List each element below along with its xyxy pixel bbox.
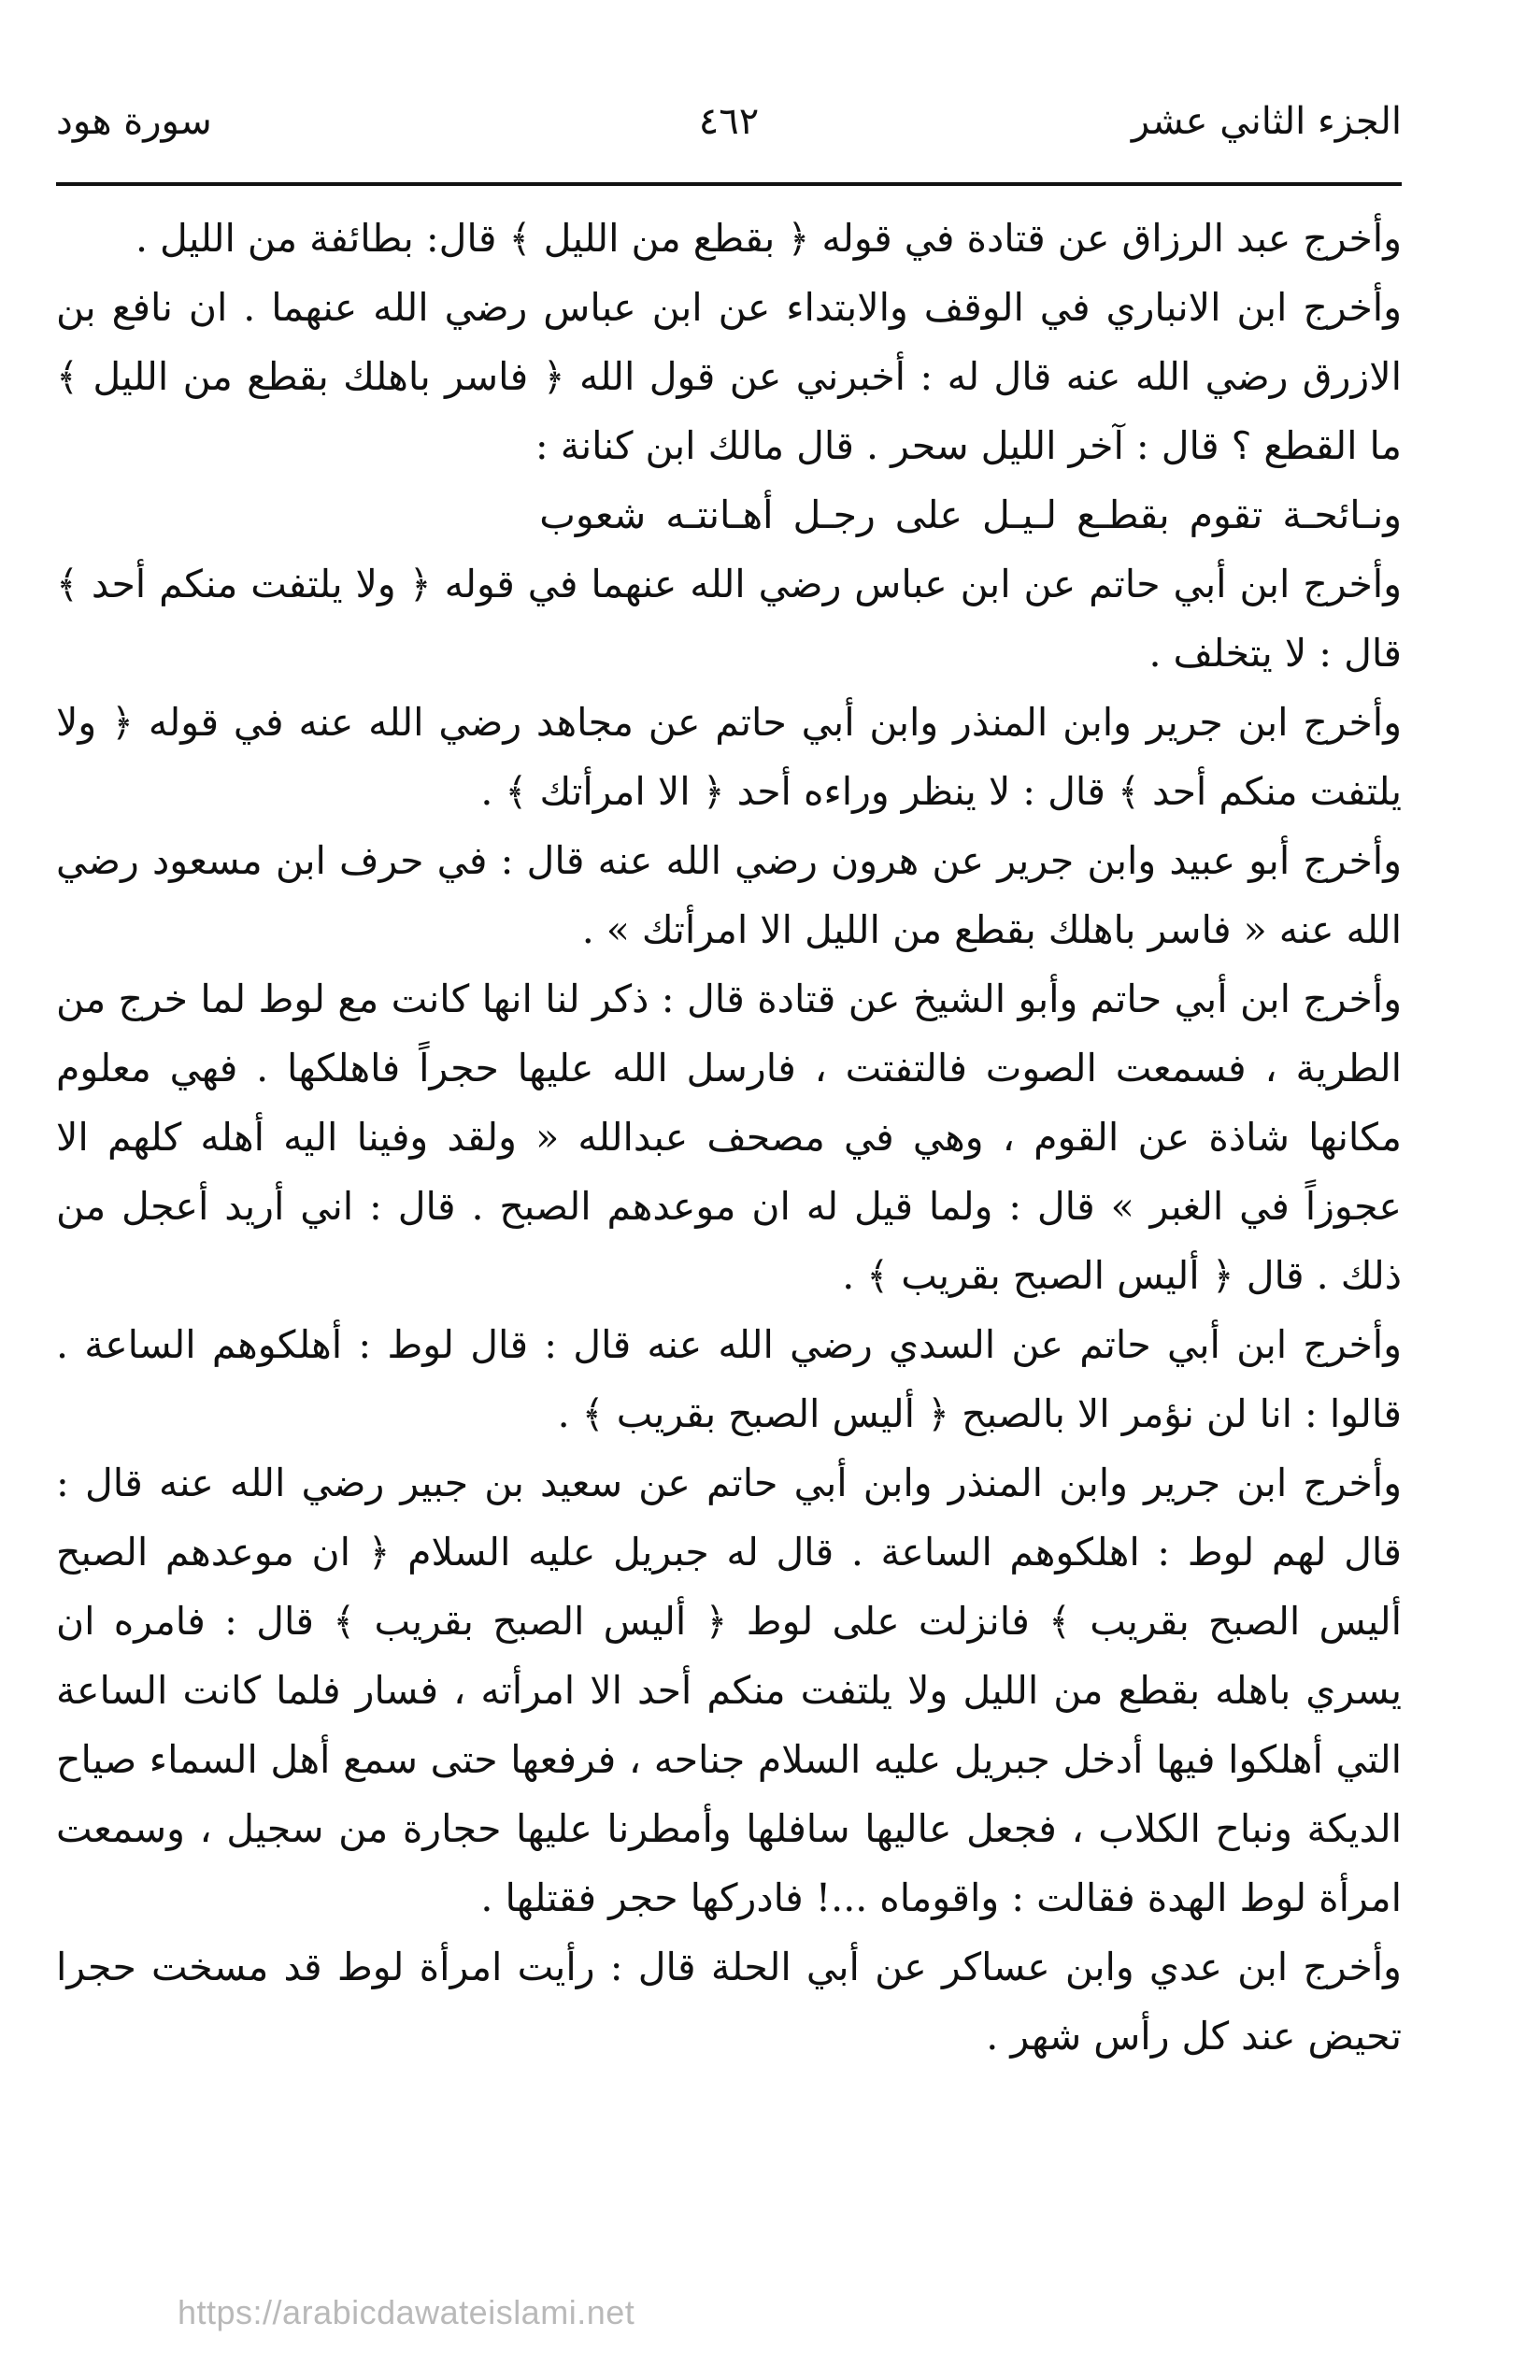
paragraph: وأخرج ابن عدي وابن عساكر عن أبي الحلة قال : رأيت امرأة لوط قد مسخت حجرا تحيض عند كل رأس شهر . <box>56 1945 1402 2059</box>
paragraph: وأخرج ابن جرير وابن المنذر وابن أبي حاتم عن سعيد بن جبير رضي الله عنه قال : قال لهم لوط : اهلكوهم الساعة . قال له جبريل عليه السلام ﴿ ان موعدهم الصبح أليس الصبح بقريب ﴾ فانزلت على لوط ﴿ أليس الصبح بقريب ﴾ قال : فامره ان يسري باهله بقطع من الليل ولا يلتفت منكم أحد الا امرأته ، فسار فلما كانت الساعة التي أهلكوا فيها أدخل جبريل عليه السلام جناحه ، فرفعها حتى سمع أهل السماء صياح الديكة ونباح الكلاب ، فجعل عاليها سافلها وأمطرنا عليها حجارة من سجيل ، وسمعت امرأة لوط الهدة فقالت : واقوماه ...! فادركها حجر فقتلها . <box>56 1461 1402 1920</box>
paragraph: وأخرج ابن أبي حاتم عن السدي رضي الله عنه قال : قال لوط : أهلكوهم الساعة . قالوا : انا لن نؤمر الا بالصبح ﴿ أليس الصبح بقريب ﴾ . <box>56 1322 1402 1436</box>
surah-title: سورة هود <box>56 100 212 143</box>
book-page <box>56 0 1402 2380</box>
paragraph: وأخرج عبد الرزاق عن قتادة في قوله ﴿ بقطع من الليل ﴾ قال: بطائفة من الليل . <box>135 216 1402 261</box>
page-header <box>56 89 1402 154</box>
volume-title: الجزء الثاني عشر <box>1131 100 1402 143</box>
paragraph: وأخرج أبو عبيد وابن جرير عن هرون رضي الله عنه قال : في حرف ابن مسعود رضي الله عنه « فاسر باهلك بقطع من الليل الا امرأتك » . <box>56 838 1402 952</box>
paragraph: وأخرج ابن الانباري في الوقف والابتداء عن ابن عباس رضي الله عنهما . ان نافع بن الازرق رضي الله عنه قال له : أخبرني عن قول الله ﴿ فاسر باهلك بقطع من الليل ﴾ ما القطع ؟ قال : آخر الليل سحر . قال مالك ابن كنانة : <box>56 285 1402 468</box>
page-number: ٤٦٢ <box>698 100 760 143</box>
poetry-verse: ونـائحـة تقوم بقطـع لـيـل على رجـل أهـانتـه شعوب <box>539 492 1402 537</box>
paragraph: وأخرج ابن جرير وابن المنذر وابن أبي حاتم عن مجاهد رضي الله عنه في قوله ﴿ ولا يلتفت منكم أحد ﴾ قال : لا ينظر وراءه أحد ﴿ الا امرأتك ﴾ . <box>56 700 1402 814</box>
watermark-url: https://arabicdawateislami.net <box>178 2293 635 2331</box>
header-divider <box>56 182 1402 186</box>
page-body <box>56 204 1402 2071</box>
paragraph: وأخرج ابن أبي حاتم وأبو الشيخ عن قتادة قال : ذكر لنا انها كانت مع لوط لما خرج من الطرية ، فسمعت الصوت فالتفتت ، فارسل الله عليها حجراً فاهلكها . فهي معلوم مكانها شاذة عن القوم ، وهي في مصحف عبدالله « ولقد وفينا اليه أهله كلهم الا عجوزاً في الغبر » قال : ولما قيل له ان موعدهم الصبح . قال : اني أريد أعجل من ذلك . قال ﴿ أليس الصبح بقريب ﴾ . <box>56 976 1402 1298</box>
paragraph: وأخرج ابن أبي حاتم عن ابن عباس رضي الله عنهما في قوله ﴿ ولا يلتفت منكم أحد ﴾ قال : لا يتخلف . <box>56 562 1402 676</box>
